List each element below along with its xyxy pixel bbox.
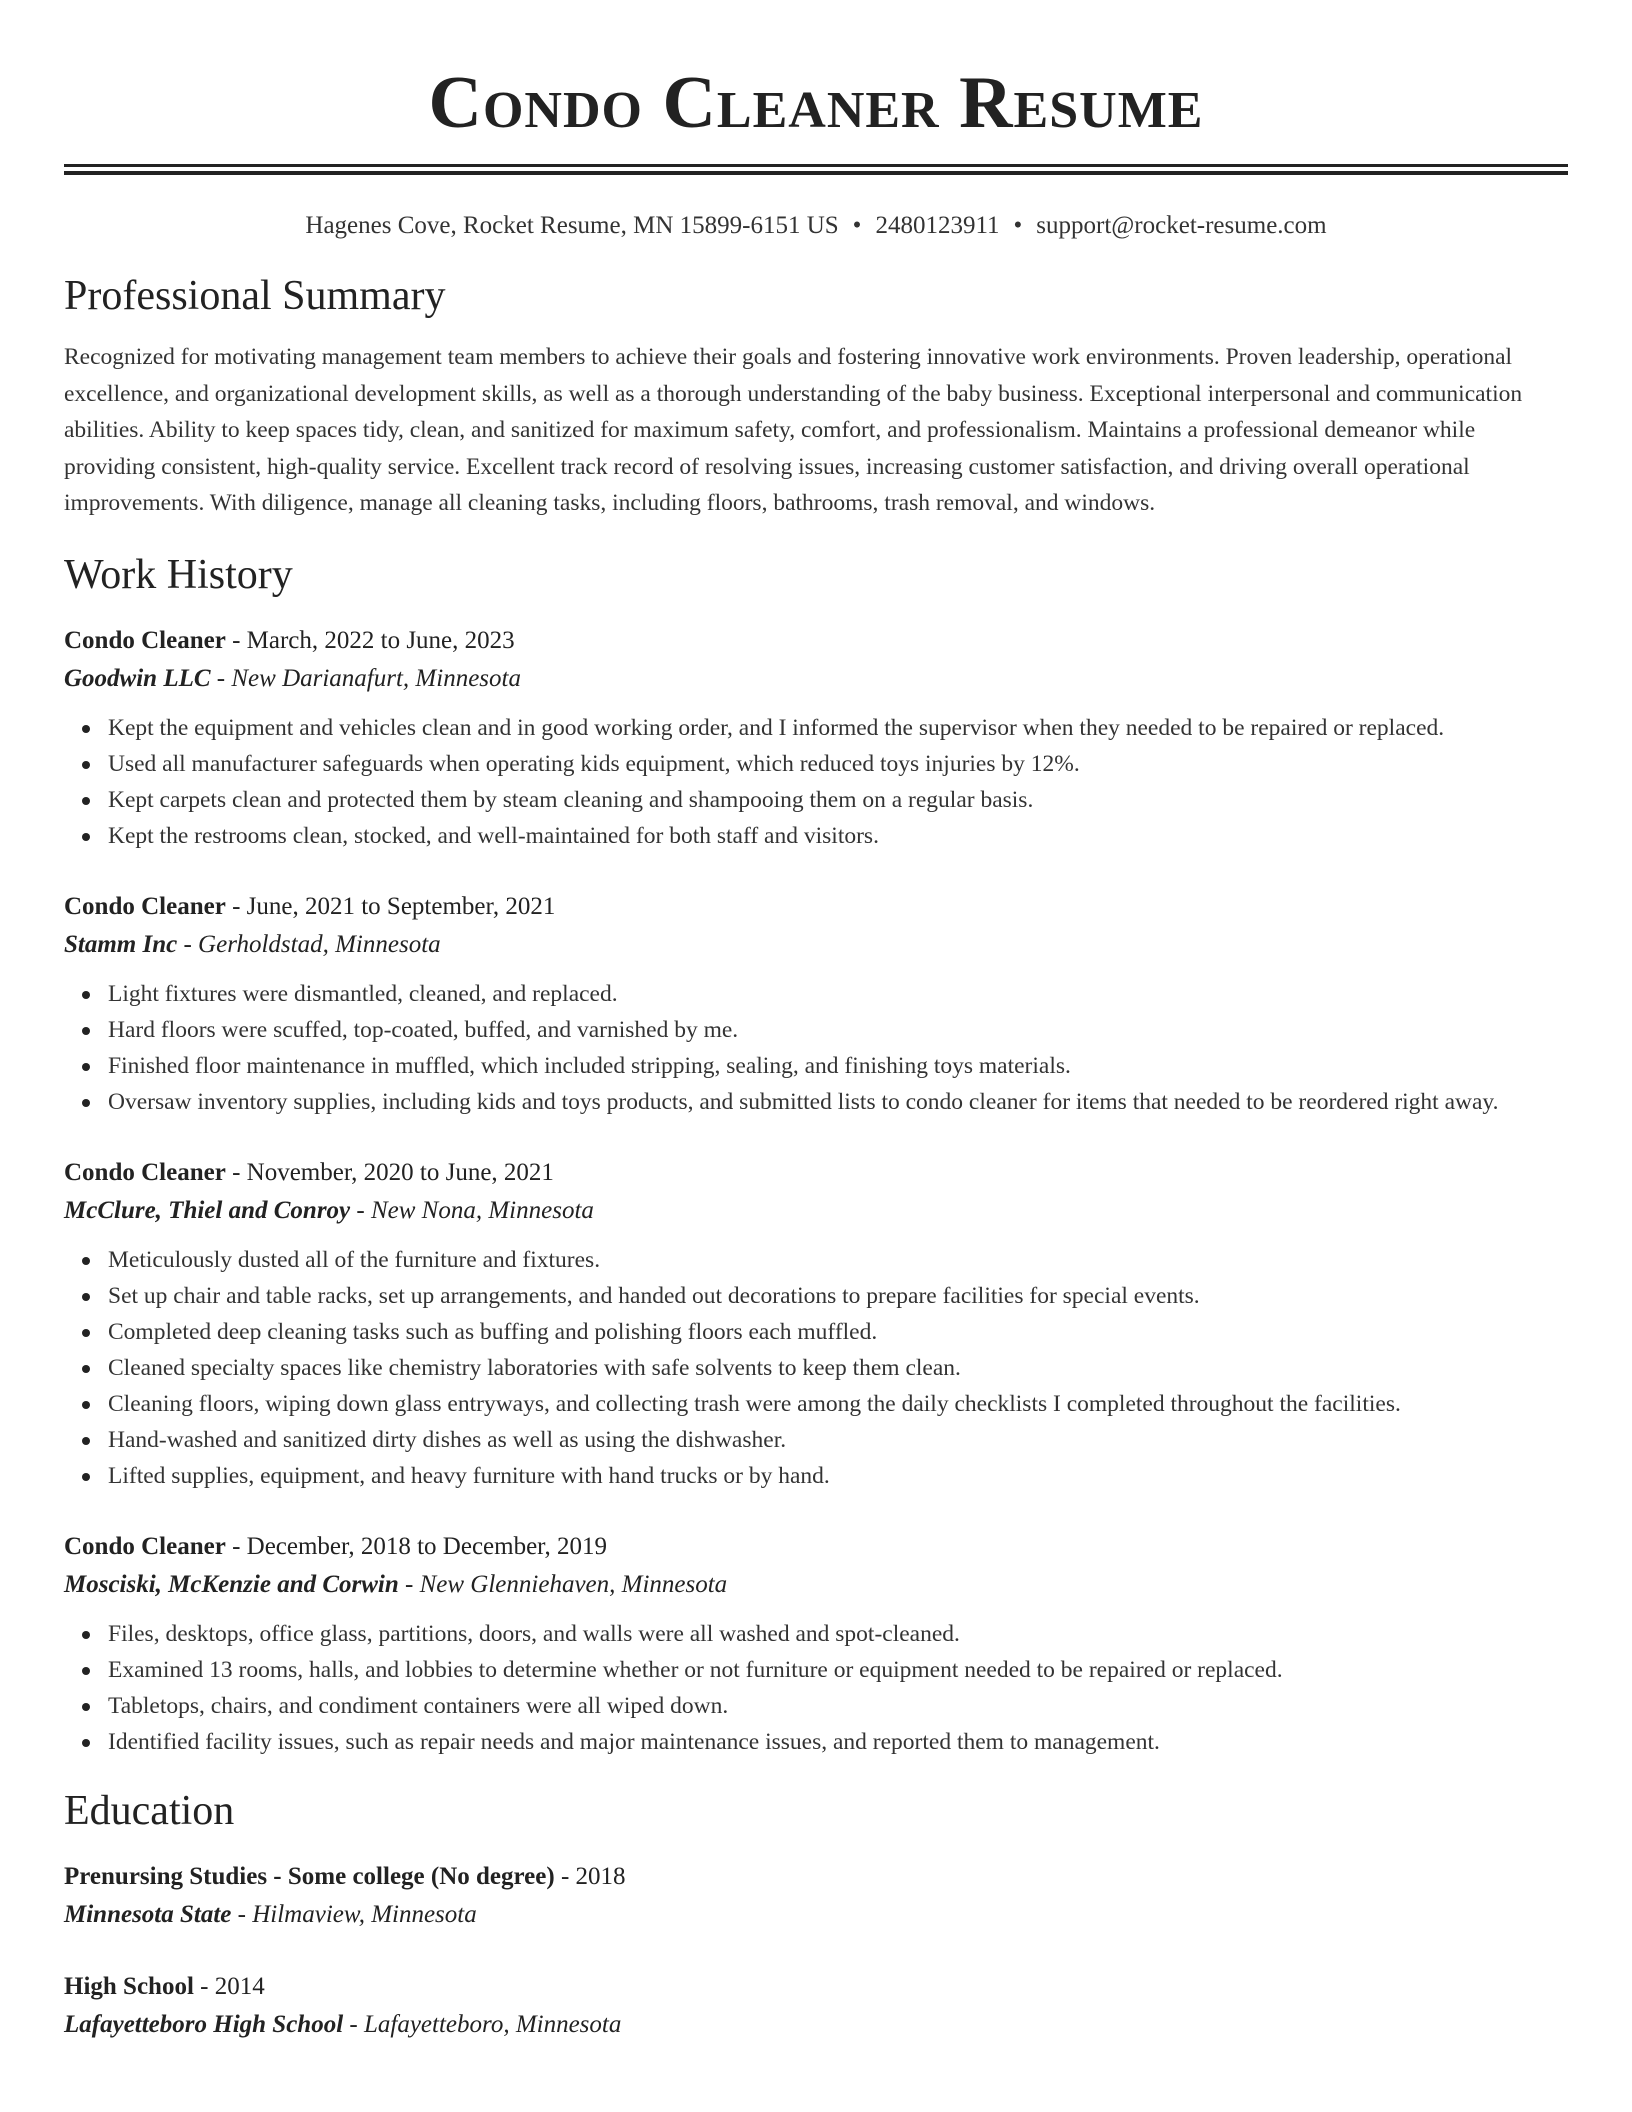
education-degree: Prenursing Studies - Some college (No degree) bbox=[64, 1862, 555, 1890]
job-duties-list bbox=[64, 976, 1568, 1120]
education-year: - 2014 bbox=[193, 1972, 265, 2000]
education-degree: High School bbox=[64, 1972, 194, 2000]
job-title-line bbox=[64, 622, 1568, 660]
education-degree-line bbox=[64, 1968, 1568, 2006]
job-duty-item: Hand-washed and sanitized dirty dishes as well as using the dishwasher. bbox=[108, 1422, 1568, 1458]
title-divider bbox=[64, 164, 1568, 175]
education-school-line bbox=[64, 1896, 1568, 1934]
job-location: - New Nona, Minnesota bbox=[350, 1196, 594, 1224]
job-duty-item: Used all manufacturer safeguards when operating kids equipment, which reduced toys injuries by 12%. bbox=[108, 746, 1568, 782]
job-duty-item: Meticulously dusted all of the furniture and fixtures. bbox=[108, 1242, 1568, 1278]
job-entry bbox=[64, 888, 1568, 1120]
education-list bbox=[64, 1858, 1568, 2044]
job-entry bbox=[64, 1154, 1568, 1494]
contact-phone: 2480123911 bbox=[875, 212, 1000, 239]
job-duty-item: Hard floors were scuffed, top-coated, buffed, and varnished by me. bbox=[108, 1012, 1568, 1048]
job-duty-item: Files, desktops, office glass, partitions, doors, and walls were all washed and spot-cleaned. bbox=[108, 1616, 1568, 1652]
page-title: Condo Cleaner Resume bbox=[428, 62, 1204, 144]
education-year: - 2018 bbox=[554, 1862, 626, 1890]
job-duty-item: Kept the restrooms clean, stocked, and well-maintained for both staff and visitors. bbox=[108, 818, 1568, 854]
job-duties-list bbox=[64, 710, 1568, 854]
job-duty-item: Cleaned specialty spaces like chemistry laboratories with safe solvents to keep them clean. bbox=[108, 1350, 1568, 1386]
job-role: Condo Cleaner bbox=[64, 1532, 226, 1560]
job-dates: - December, 2018 to December, 2019 bbox=[225, 1532, 608, 1560]
job-company: Mosciski, McKenzie and Corwin bbox=[64, 1570, 399, 1598]
job-duty-item: Examined 13 rooms, halls, and lobbies to determine whether or not furniture or equipment needed to be repaired or replaced. bbox=[108, 1652, 1568, 1688]
job-company-line bbox=[64, 1192, 1568, 1230]
job-role: Condo Cleaner bbox=[64, 892, 226, 920]
education-school: Minnesota State bbox=[64, 1900, 232, 1928]
job-company: McClure, Thiel and Conroy bbox=[64, 1196, 351, 1224]
job-company-line bbox=[64, 1566, 1568, 1604]
education-school-line bbox=[64, 2006, 1568, 2044]
job-title-line bbox=[64, 1528, 1568, 1566]
contact-line bbox=[64, 211, 1568, 241]
summary-heading: Professional Summary bbox=[64, 273, 446, 319]
job-duty-item: Oversaw inventory supplies, including kids and toys products, and submitted lists to condo cleaner for items that needed to be reordered right away. bbox=[108, 1084, 1568, 1120]
education-location: - Hilmaview, Minnesota bbox=[231, 1900, 477, 1928]
job-company: Goodwin LLC bbox=[64, 664, 211, 692]
job-duties-list bbox=[64, 1616, 1568, 1760]
contact-separator: • bbox=[852, 212, 862, 239]
education-entry bbox=[64, 1968, 1568, 2044]
contact-address: Hagenes Cove, Rocket Resume, MN 15899-6151 US bbox=[305, 212, 839, 239]
job-location: - New Glenniehaven, Minnesota bbox=[398, 1570, 728, 1598]
job-title-line bbox=[64, 888, 1568, 926]
job-duty-item: Light fixtures were dismantled, cleaned, and replaced. bbox=[108, 976, 1568, 1012]
job-role: Condo Cleaner bbox=[64, 626, 226, 654]
job-duty-item: Cleaning floors, wiping down glass entryways, and collecting trash were among the daily checklists I completed throughout the facilities. bbox=[108, 1386, 1568, 1422]
job-duties-list bbox=[64, 1242, 1568, 1494]
contact-separator: • bbox=[1013, 212, 1023, 239]
job-duty-item: Kept the equipment and vehicles clean and in good working order, and I informed the supervisor when they needed to be repaired or replaced. bbox=[108, 710, 1568, 746]
job-company-line bbox=[64, 660, 1568, 698]
education-degree-line bbox=[64, 1858, 1568, 1896]
job-duty-item: Tabletops, chairs, and condiment containers were all wiped down. bbox=[108, 1688, 1568, 1724]
resume-page bbox=[64, 0, 1568, 2044]
job-company-line bbox=[64, 926, 1568, 964]
job-duty-item: Set up chair and table racks, set up arrangements, and handed out decorations to prepare facilities for special events. bbox=[108, 1278, 1568, 1314]
work-history-list bbox=[64, 622, 1568, 1760]
job-title-line bbox=[64, 1154, 1568, 1192]
job-dates: - March, 2022 to June, 2023 bbox=[225, 626, 515, 654]
job-location: - Gerholdstad, Minnesota bbox=[177, 930, 441, 958]
job-entry bbox=[64, 1528, 1568, 1760]
education-entry bbox=[64, 1858, 1568, 1934]
job-duty-item: Identified facility issues, such as repair needs and major maintenance issues, and reported them to management. bbox=[108, 1724, 1568, 1760]
job-dates: - November, 2020 to June, 2021 bbox=[225, 1158, 554, 1186]
job-duty-item: Completed deep cleaning tasks such as buffing and polishing floors each muffled. bbox=[108, 1314, 1568, 1350]
job-dates: - June, 2021 to September, 2021 bbox=[225, 892, 556, 920]
job-location: - New Darianafurt, Minnesota bbox=[210, 664, 521, 692]
job-duty-item: Kept carpets clean and protected them by steam cleaning and shampooing them on a regular basis. bbox=[108, 782, 1568, 818]
contact-email: support@rocket-resume.com bbox=[1036, 212, 1327, 239]
job-company: Stamm Inc bbox=[64, 930, 178, 958]
job-duty-item: Finished floor maintenance in muffled, which included stripping, sealing, and finishing toys materials. bbox=[108, 1048, 1568, 1084]
summary-text: Recognized for motivating management team members to achieve their goals and fostering innovative work environments. Proven leadership, operational excellence, and organizational development skills, as well as a thorough understanding of the baby business. Exceptional interpersonal and communication abilities. Ability to keep spaces tidy, clean, and sanitized for maximum safety, comfort, and professionalism. Maintains a professional demeanor while providing consistent, high-quality service. Excellent track record of resolving issues, increasing customer satisfaction, and driving overall operational improvements. With diligence, manage all cleaning tasks, including floors, bathrooms, trash removal, and windows. bbox=[64, 344, 1523, 516]
job-role: Condo Cleaner bbox=[64, 1158, 226, 1186]
education-heading: Education bbox=[64, 1787, 235, 1834]
education-location: - Lafayetteboro, Minnesota bbox=[343, 2010, 622, 2038]
work-history-heading: Work History bbox=[64, 551, 293, 598]
education-school: Lafayetteboro High School bbox=[64, 2010, 344, 2038]
job-entry bbox=[64, 622, 1568, 854]
job-duty-item: Lifted supplies, equipment, and heavy furniture with hand trucks or by hand. bbox=[108, 1458, 1568, 1494]
